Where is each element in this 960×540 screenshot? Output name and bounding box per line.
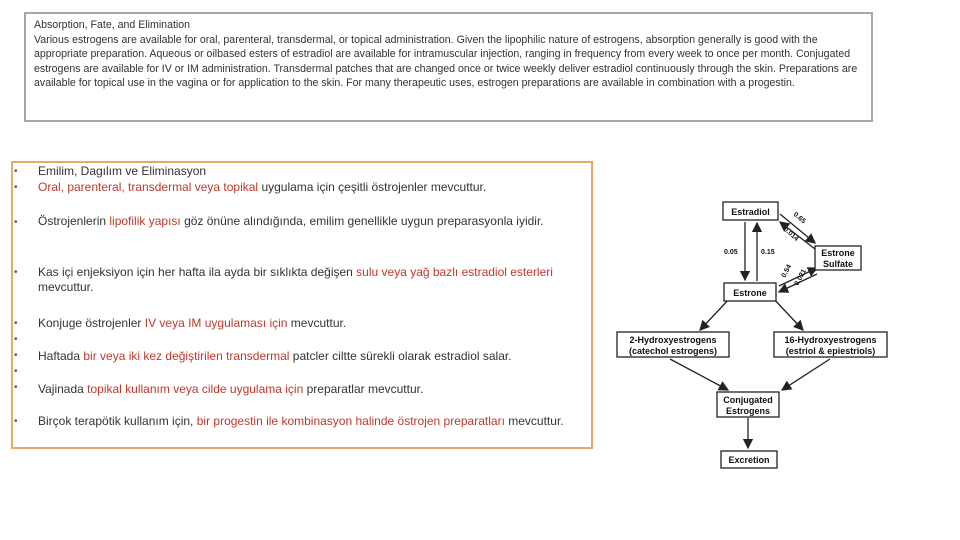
rate-label-r2: 0.014 (781, 226, 800, 243)
rate-label-r3: 0.05 (724, 249, 738, 256)
node-conjugated-label-1: Conjugated (723, 395, 773, 405)
bullet: • (14, 166, 18, 177)
bullet: • (14, 382, 18, 393)
node-excretion-label: Excretion (728, 455, 770, 465)
node-2-hydroxy-label-2: (catechol estrogens) (628, 346, 718, 356)
section-body: Various estrogens are available for oral, parenteral, transdermal, or topical administration. Given the lipophilic nature of estrogens, absorption generally is good with the appropriate preparation. Aqueous or oilbased esters of estradiol are available for intramuscular injection, ranging in frequency from every week to once per month. Conjugated estrogens are available for IV or IM administration. Transdermal patches that are changed once or twice weekly deliver estradiol continuously through the skin. Preparations are available for topical use in the vagina or for application to the skin. For many therapeutic uses, estrogen preparations are available in combination with a progestin. (34, 33, 858, 90)
bullet: • (14, 267, 18, 278)
bullet-item-3: Östrojenlerin lipofilik yapısı göz önüne alındığında, emilim genellikle uygun preparasyonla iyidir. (38, 214, 544, 228)
bullet-item-7: Vajinada topikal kullanım veya cilde uygulama için preparatlar mevcuttur. (38, 382, 424, 396)
node-2-hydroxy-label-1: 2-Hydroxyestrogens (629, 335, 717, 345)
node-conjugated-label-2: Estrogens (725, 406, 771, 416)
bullet: • (14, 366, 18, 377)
node-estradiol-label: Estradiol (731, 207, 770, 217)
arrow-16oh-to-conjugated (782, 359, 830, 390)
rate-label-r1: 0.65 (791, 211, 807, 226)
arrow-2oh-to-conjugated (670, 359, 728, 390)
section-title: Absorption, Fate, and Elimination (34, 19, 191, 31)
node-estrone-label: Estrone (733, 288, 767, 298)
node-16-hydroxy-label-2: (estriol & epiestriols) (785, 346, 876, 356)
bullet-item-2: Oral, parenteral, transdermal veya topikal uygulama için çeşitli östrojenler mevcuttur. (38, 180, 487, 194)
arrow-estrone-to-16oh (772, 297, 803, 330)
bullet: • (14, 318, 18, 329)
turkish-text-box (11, 161, 593, 449)
bullet-item-1: Emilim, Dagılım ve Eliminasyon (38, 164, 207, 178)
bullet: • (14, 182, 18, 193)
bullet-item-8: Birçok terapötik kullanım için, bir progestin ile kombinasyon halinde östrojen preparatları mevcuttur. (38, 414, 564, 428)
bullet: • (14, 334, 18, 345)
bullet: • (14, 350, 18, 361)
node-16-hydroxy-label-1: 16-Hydroxyestrogens (784, 335, 877, 345)
rate-label-r4: 0.15 (761, 249, 775, 256)
node-estrone-sulfate-label-2: Sulfate (822, 259, 854, 269)
rate-label-r5: 0.54 (780, 263, 794, 279)
estrogen-metabolism-diagram (600, 190, 900, 480)
bullet: • (14, 416, 18, 427)
arrow-estrone-to-2oh (700, 297, 731, 330)
english-text-box (24, 12, 873, 122)
node-estrone-sulfate-label-1: Estrone (821, 248, 855, 258)
bullet-item-4: Kas içi enjeksiyon için her hafta ila ayda bir sıklıkta değişen sulu veya yağ bazlı estradiol esterleri mevcuttur. (38, 265, 553, 294)
bullet-item-6: Haftada bir veya iki kez değiştirilen transdermal patcler ciltte sürekli olarak estradiol salar. (38, 349, 512, 363)
rate-label-r6: 0.021 (793, 268, 808, 287)
bullet: • (14, 217, 18, 228)
bullet-item-5: Konjuge östrojenler IV veya IM uygulaması için mevcuttur. (38, 316, 347, 330)
